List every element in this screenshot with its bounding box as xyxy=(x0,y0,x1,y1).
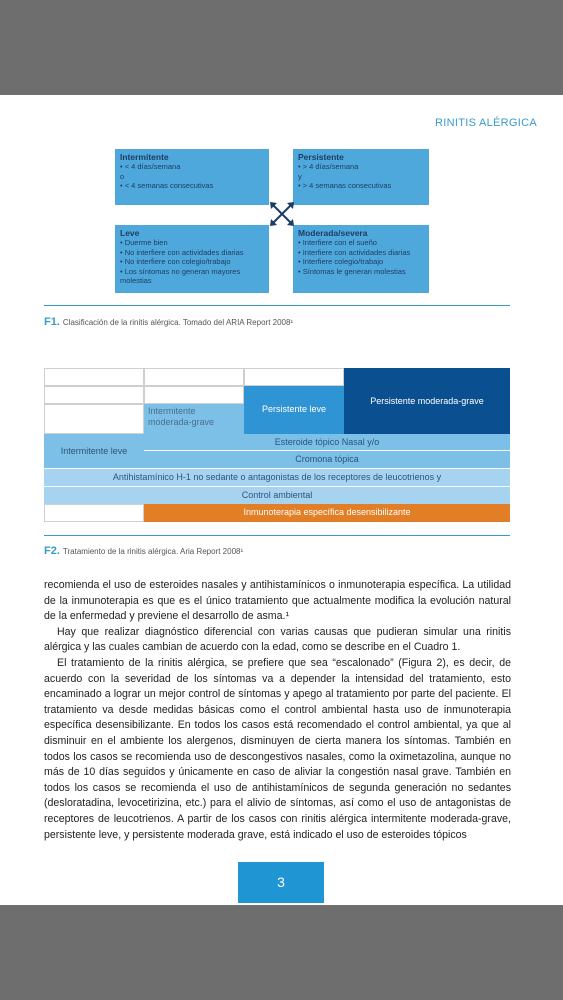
box-line: o xyxy=(120,171,125,181)
empty-cell xyxy=(144,368,244,386)
running-header: RINITIS ALÉRGICA xyxy=(435,117,537,129)
empty-cell xyxy=(144,386,244,404)
box-line: • < 4 días/semana xyxy=(120,162,181,171)
cell-label: Esteroide tópico Nasal y/o xyxy=(274,437,380,447)
body-text xyxy=(44,578,511,843)
cell-esteroide xyxy=(144,434,510,451)
cell-label: Persistente moderada-grave xyxy=(370,396,484,406)
cell-antihistaminico xyxy=(44,468,510,486)
cell-label: Antihistamínico H-1 no sedante o antagonistas de los receptores de leucotrienos y xyxy=(112,472,442,482)
box-line: y xyxy=(298,171,302,181)
caption-label: F1. xyxy=(44,316,60,328)
treatment-figure xyxy=(44,368,510,526)
box-line: • No interfiere con actividades diarias xyxy=(120,247,244,257)
box-leve xyxy=(115,225,269,293)
cross-arrows-icon xyxy=(268,200,296,228)
page-number: 3 xyxy=(238,862,324,903)
box-title: Leve xyxy=(120,228,140,238)
empty-cell xyxy=(44,368,144,386)
cell-label: Cromona tópica xyxy=(295,454,359,464)
empty-cell xyxy=(44,386,144,404)
box-title: Intermitente xyxy=(120,152,169,162)
box-line: • Los síntomas no generan mayores molestias xyxy=(120,266,241,285)
box-title: Persistente xyxy=(298,152,344,162)
cell-intermitente-moderada-grave xyxy=(144,404,244,434)
box-line: • No interfiere con colegio/trabajo xyxy=(120,257,231,266)
empty-cell xyxy=(44,504,144,522)
document-page xyxy=(0,95,563,905)
box-moderada-severa xyxy=(293,225,429,293)
cell-cromona xyxy=(144,451,510,468)
cell-label: Intermitente moderada-grave xyxy=(148,406,215,427)
box-persistente xyxy=(293,149,429,205)
box-line: • > 4 días/semana xyxy=(298,162,359,171)
paragraph: recomienda el uso de esteroides nasales y antihistamínicos o inmunoterapia específica. La utilidad de la inmunoterapia es que es el único tratamiento que actualmente modifica la evolución natural de la enfermedad y previene el desarrollo de asma.¹ xyxy=(44,579,511,623)
empty-cell xyxy=(244,368,344,386)
box-line: • Interfiere con actividades diarias xyxy=(298,247,411,257)
figure-divider xyxy=(44,305,510,306)
cell-persistente-leve xyxy=(244,386,344,434)
box-line: • Interfiere colegio/trabajo xyxy=(298,257,384,266)
box-line: • Síntomas le generan molestias xyxy=(298,266,406,276)
box-title: Moderada/severa xyxy=(298,228,368,238)
paragraph: El tratamiento de la rinitis alérgica, se prefiere que sea “escalonado” (Figura 2), es decir, de acuerdo con la severidad de los síntomas va a depender la intensidad del tratamiento, esto encaminado a lograr un mejor control de síntomas y apego al tratamiento por parte del paciente. El tratamiento va desde medidas básicas como el control ambiental hasta uso de inmunoterapia específica desensibilizante. En todos los casos está recomendado el control ambiental, ya que al disminuir en el ambiente los alergenos, disminuyen de cierta manera los síntomas. También en todos los casos se recomienda uso de descongestivos nasales, como la oximetazolina, aunque no más de 10 días seguidos y únicamente en caso de aliviar la congestión nasal grave. También en todos los casos se recomienda el uso de antihistamínicos de segunda generación no sedantes (desloratadina, levocetirizina, etc.) para el alivio de síntomas, así como el uso de antagonistas de receptores de leucotrienos. A partir de los casos con rinitis alérgica intermitente moderada-grave, persistente leve, y persistente moderada grave, está indicado el uso de esteroides tópicos xyxy=(44,656,511,841)
cell-control-ambiental xyxy=(44,486,510,504)
cell-intermitente-leve xyxy=(44,434,144,468)
box-intermitente xyxy=(115,149,269,205)
figure1-caption xyxy=(44,316,293,328)
empty-cell xyxy=(44,404,144,434)
cell-label: Persistente leve xyxy=(261,404,327,414)
caption-label: F2. xyxy=(44,545,60,557)
figure-divider xyxy=(44,535,510,536)
box-line: • Interfiere con el sueño xyxy=(298,238,377,247)
cell-label: Inmunoterapia específica desensibilizante xyxy=(243,507,411,517)
cell-inmunoterapia xyxy=(144,504,510,522)
cell-label: Control ambiental xyxy=(241,490,313,500)
box-line: • > 4 semanas consecutivas xyxy=(298,181,392,190)
caption-text: Tratamiento de la rinitis alérgica. Aria Report 2008¹ xyxy=(62,547,244,556)
box-line: • < 4 semanas consecutivas xyxy=(120,181,214,190)
paragraph: Hay que realizar diagnóstico diferencial con varias causas que pudieran simular una rinitis alérgica y las cuales cambian de acuerdo con la edad, como se describe en el Cuadro 1. xyxy=(44,625,511,654)
box-line: • Duerme bien xyxy=(120,238,168,247)
caption-text: Clasificación de la rinitis alérgica. Tomado del ARIA Report 2008¹ xyxy=(62,318,294,327)
cell-persistente-moderada-grave xyxy=(344,368,510,434)
figure2-caption xyxy=(44,545,243,557)
cell-label: Intermitente leve xyxy=(60,446,128,456)
